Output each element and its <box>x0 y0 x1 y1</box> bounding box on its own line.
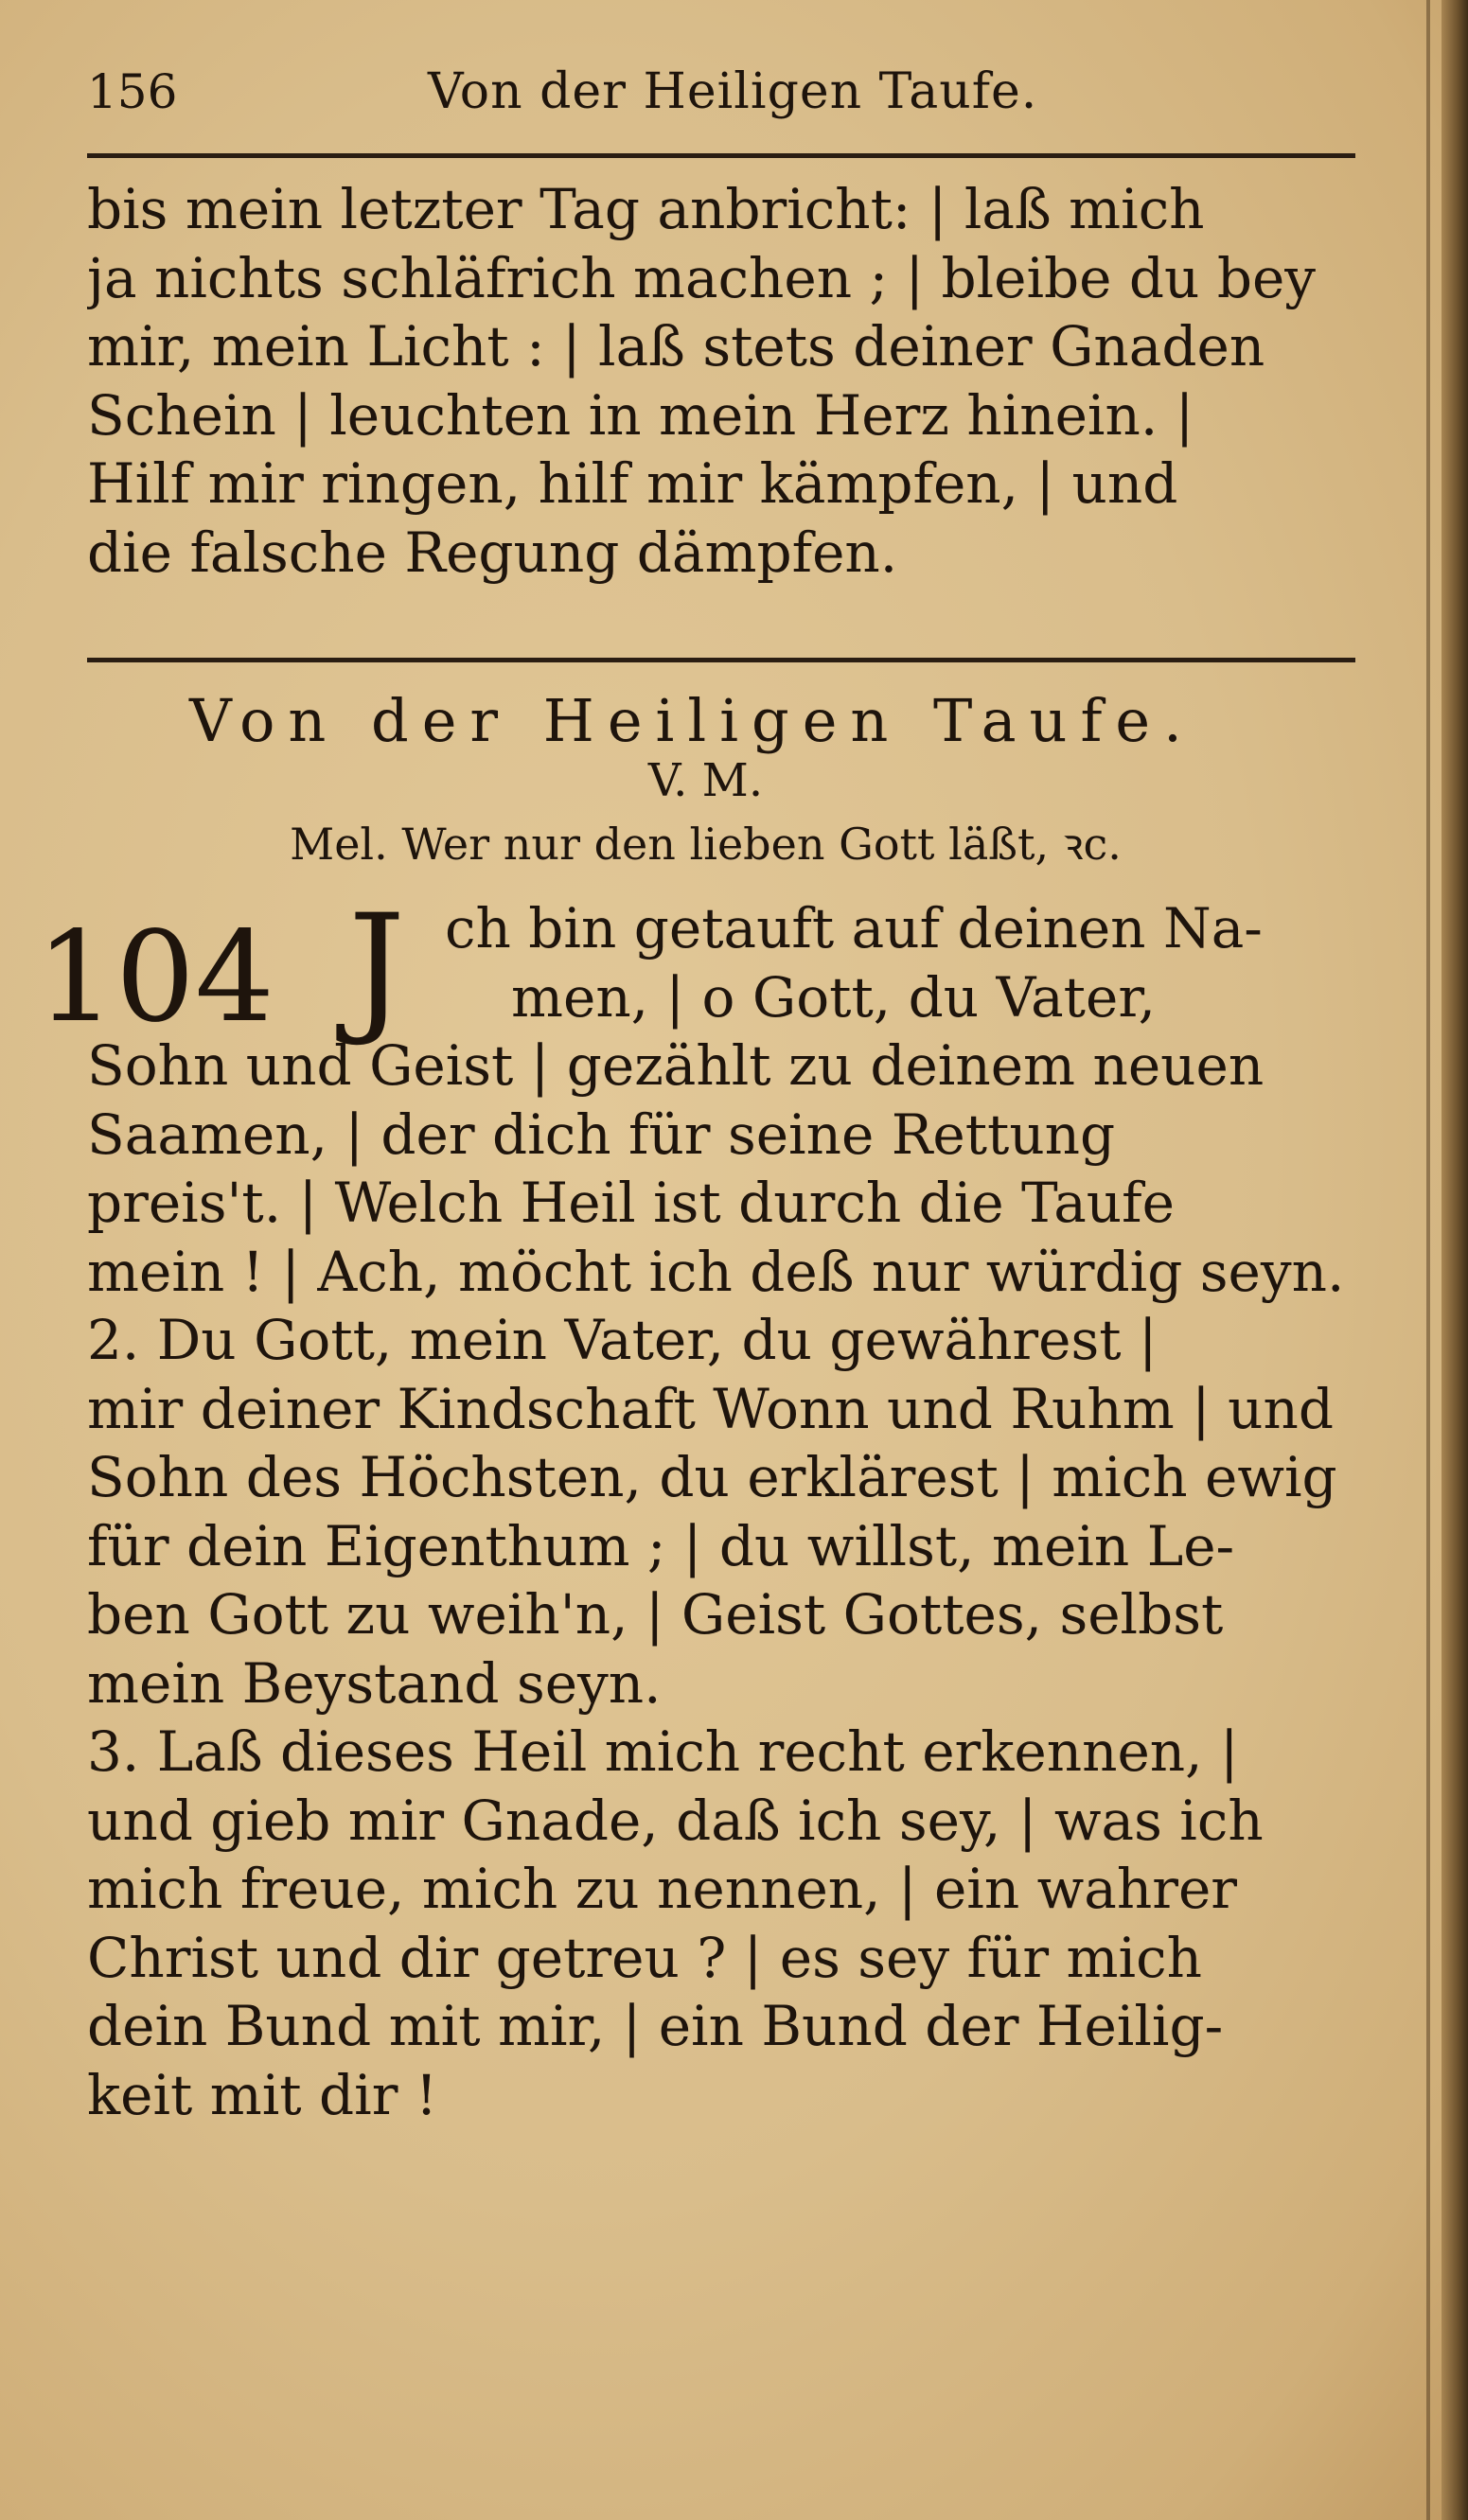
text-line: Christ und dir getreu ? | es sey für mich <box>87 1925 1202 1990</box>
page-header <box>87 59 1365 125</box>
section-rule <box>87 658 1355 662</box>
melody-line: Mel. Wer nur den lieben Gott läßt, ꝛc. <box>290 819 1122 870</box>
verse-start-line: 3. Laß dieses Heil mich recht erkennen, | <box>87 1719 1239 1784</box>
gutter-line <box>1426 0 1430 2520</box>
text-line: men, | o Gott, du Vater, <box>511 964 1157 1030</box>
text-line: mir, mein Licht : | laß stets deiner Gnaden <box>87 314 1265 379</box>
page-number: 156 <box>87 64 178 119</box>
text-line: keit mit dir ! <box>87 2062 438 2127</box>
text-line: ben Gott zu weih'n, | Geist Gottes, selbst <box>87 1582 1224 1647</box>
section-subtitle: V. M. <box>647 754 764 807</box>
text-line: Sohn und Geist | gezählt zu deinem neuen <box>87 1033 1265 1098</box>
text-line: mein ! | Ach, möcht ich deß nur würdig seyn. <box>87 1239 1345 1304</box>
text-line: mir deiner Kindschaft Wonn und Ruhm | und <box>87 1376 1334 1441</box>
text-line: mein Beystand seyn. <box>87 1650 662 1716</box>
hymn-text <box>87 1031 1379 2129</box>
continuation-text <box>87 175 1379 587</box>
text-line: Schein | leuchten in mein Herz hinein. | <box>87 382 1194 448</box>
text-line: mich freue, mich zu nennen, | ein wahrer <box>87 1857 1237 1921</box>
running-title: Von der Heiligen Taufe. <box>428 63 1038 120</box>
text-line: preis't. | Welch Heil ist durch die Taufe <box>87 1171 1175 1235</box>
text-line: die falsche Regung dämpfen. <box>87 520 898 585</box>
text-line: und gieb mir Gnade, daß ich sey, | was ich <box>87 1788 1264 1853</box>
text-line: Sohn des Höchsten, du erklärest | mich ewig <box>87 1445 1337 1509</box>
hymn-opening-lines <box>0 894 1468 1031</box>
hymn-number: 104 <box>36 905 274 1050</box>
section-title: Von der Heiligen Taufe. <box>189 686 1195 755</box>
text-line: bis mein letzter Tag anbricht: | laß mich <box>87 177 1205 241</box>
text-line: dein Bund mit mir, | ein Bund der Heilig- <box>87 1994 1224 2058</box>
text-line: ch bin getauft auf deinen Na- <box>445 896 1263 960</box>
text-line: für dein Eigenthum ; | du willst, mein Le- <box>87 1513 1235 1578</box>
text-line: ja nichts schläfrich machen ; | bleibe du bey <box>87 245 1317 310</box>
header-rule <box>87 153 1355 158</box>
text-line: Saamen, | der dich für seine Rettung <box>87 1101 1116 1167</box>
verse-start-line: 2. Du Gott, mein Vater, du gewährest | <box>87 1308 1158 1372</box>
drop-cap: J <box>348 885 406 1049</box>
text-line: Hilf mir ringen, hilf mir kämpfen, | und <box>87 451 1178 516</box>
page-edge <box>1441 0 1468 2520</box>
